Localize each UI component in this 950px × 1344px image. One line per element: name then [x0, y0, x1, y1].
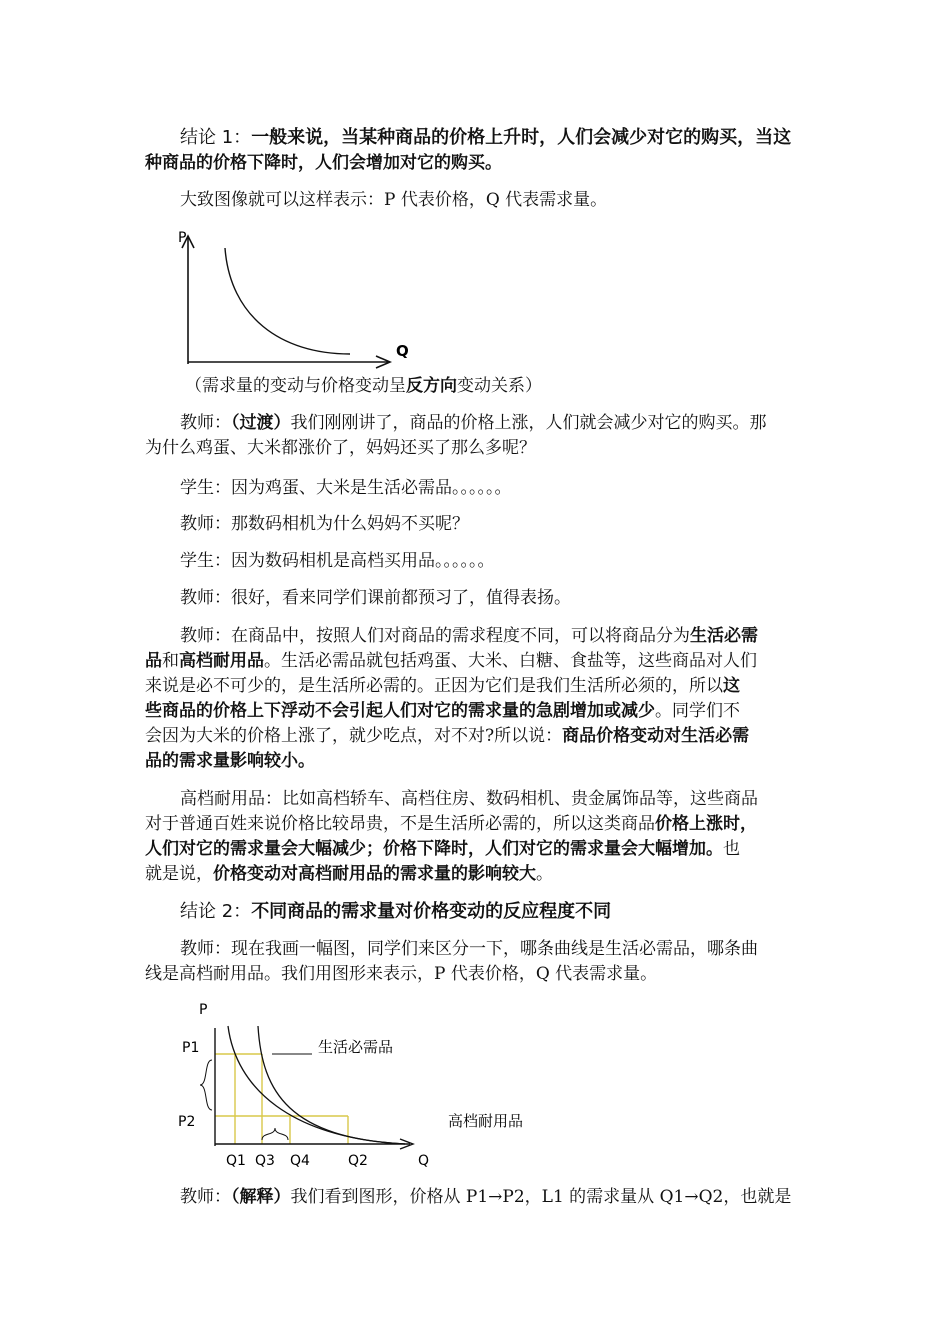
dialogue-teacher-3: 教师：很好，看来同学们课前都预习了，值得表扬。 [180, 588, 571, 608]
dialogue-text: 我们刚刚讲了，商品的价格上涨，人们就会减少对它的购买。那 [290, 413, 767, 433]
fig2-q4-label: Q4 [290, 1153, 310, 1169]
conclusion-1-line-2 [145, 151, 502, 175]
para-necessity-line-6 [145, 749, 315, 773]
price-brace [200, 1060, 212, 1110]
conclusion-1-line-1 [180, 126, 791, 150]
bold-text: 些商品的价格上下浮动不会引起人们对它的需求量的急剧增加或减少 [145, 701, 655, 721]
speaker: 教师： [180, 1187, 231, 1207]
quantity-brace [262, 1128, 288, 1140]
fig1-p-label: P [178, 230, 187, 246]
conclusion-1-text: 一般来说，当某种商品的价格上升时，人们会减少对它的购买，当这 [251, 127, 792, 148]
fig2-q-label: Q [418, 1153, 430, 1169]
durable-label: 高档耐用品 [448, 1112, 524, 1130]
dialogue-teacher-2: 教师：那数码相机为什么妈妈不买呢？ [180, 514, 469, 534]
para-explain [180, 1185, 791, 1209]
demand-curve-figure [170, 226, 430, 376]
bold-text: 品 [145, 651, 162, 671]
fig1-caption [185, 374, 542, 398]
bold-text: 商品价格变动对生活必需 [562, 726, 750, 746]
fig1-caption-a: （需求量的变动与价格变动呈 [185, 376, 406, 396]
fig2-q2-label: Q2 [348, 1153, 368, 1169]
fig1-caption-b: 反方向 [406, 376, 457, 396]
conclusion-1-text-2: 种商品的价格下降时，人们会增加对它的购买。 [145, 153, 502, 173]
fig1-q-label: Q [396, 342, 409, 360]
fig1-caption-c: 变动关系） [457, 376, 542, 396]
conclusion-2-text: 不同商品的需求量对价格变动的反应程度不同 [251, 901, 612, 922]
text: 。同学们不 [655, 701, 740, 721]
bold-text: 品的需求量影响较小。 [145, 751, 315, 771]
bold-text: 人们对它的需求量会大幅减少；价格下降时，人们对它的需求量会大幅增加。 [145, 839, 723, 859]
text: 就是说， [145, 864, 213, 884]
para-durable-line-4 [145, 862, 553, 886]
dialogue-teacher-1-line-2: 为什么鸡蛋、大米都涨价了，妈妈还买了那么多呢？ [145, 438, 536, 458]
text: 会因为大米的价格上涨了，就少吃点，对不对?所以说： [145, 726, 563, 746]
bold-text: 价格变动对高档耐用品的需求量的影响较大 [213, 864, 536, 884]
para-durable-line-1: 高档耐用品：比如高档轿车、高档住房、数码相机、贵金属饰品等，这些商品 [180, 789, 758, 809]
para-durable-line-3 [145, 837, 740, 861]
text: 教师：在商品中，按照人们对商品的需求程度不同，可以将商品分为 [180, 626, 690, 646]
stage-note: （解释） [231, 1187, 291, 1207]
intro-paragraph: 大致图像就可以这样表示：P 代表价格，Q 代表需求量。 [180, 190, 608, 210]
conclusion-2 [180, 900, 611, 924]
para-necessity-line-2 [145, 649, 757, 673]
para-necessity-line-4 [145, 699, 740, 723]
demand-curve [225, 248, 350, 354]
para-necessity-line-5 [145, 724, 749, 748]
conclusion-2-label: 结论 2： [180, 901, 252, 922]
para-necessity-line-1 [180, 624, 758, 648]
text: 。生活必需品就包括鸡蛋、大米、白糖、食盐等，这些商品对人们 [264, 651, 757, 671]
para-durable-line-2 [145, 812, 757, 836]
text: 来说是必不可少的，是生活所必需的。正因为它们是我们生活所必须的，所以 [145, 676, 723, 696]
text: 和 [162, 651, 179, 671]
speaker: 教师： [180, 413, 231, 433]
bold-text: 价格上涨时， [655, 814, 757, 834]
fig2-p2-label: P2 [178, 1114, 196, 1130]
comparison-figure [170, 998, 570, 1178]
bold-text: 生活必需 [690, 626, 758, 646]
para-necessity-line-3 [145, 674, 740, 698]
text: 。 [536, 864, 553, 884]
para-figure-intro-line-1: 教师：现在我画一幅图，同学们来区分一下，哪条曲线是生活必需品，哪条曲 [180, 939, 758, 959]
necessity-label: 生活必需品 [318, 1038, 394, 1056]
fig2-p-label: P [199, 1002, 208, 1018]
dialogue-student-1: 学生：因为鸡蛋、大米是生活必需品。。。。。。 [180, 478, 512, 498]
fig2-p1-label: P1 [182, 1040, 200, 1056]
bold-text: 这 [723, 676, 740, 696]
para-figure-intro-line-2: 线是高档耐用品。我们用图形来表示，P 代表价格，Q 代表需求量。 [145, 964, 658, 984]
dialogue-student-2: 学生：因为数码相机是高档买用品。。。。。。 [180, 551, 495, 571]
fig2-q3-label: Q3 [255, 1153, 275, 1169]
bold-text: 高档耐用品 [179, 651, 264, 671]
text: 我们看到图形，价格从 P1→P2，L1 的需求量从 Q1→Q2，也就是 [290, 1187, 792, 1207]
fig2-q1-label: Q1 [226, 1153, 246, 1169]
dialogue-teacher-1 [180, 411, 767, 435]
text: 也 [723, 839, 740, 859]
conclusion-1-label: 结论 1： [180, 127, 252, 148]
stage-note: （过渡） [231, 413, 291, 433]
text: 对于普通百姓来说价格比较昂贵，不是生活所必需的，所以这类商品 [145, 814, 655, 834]
